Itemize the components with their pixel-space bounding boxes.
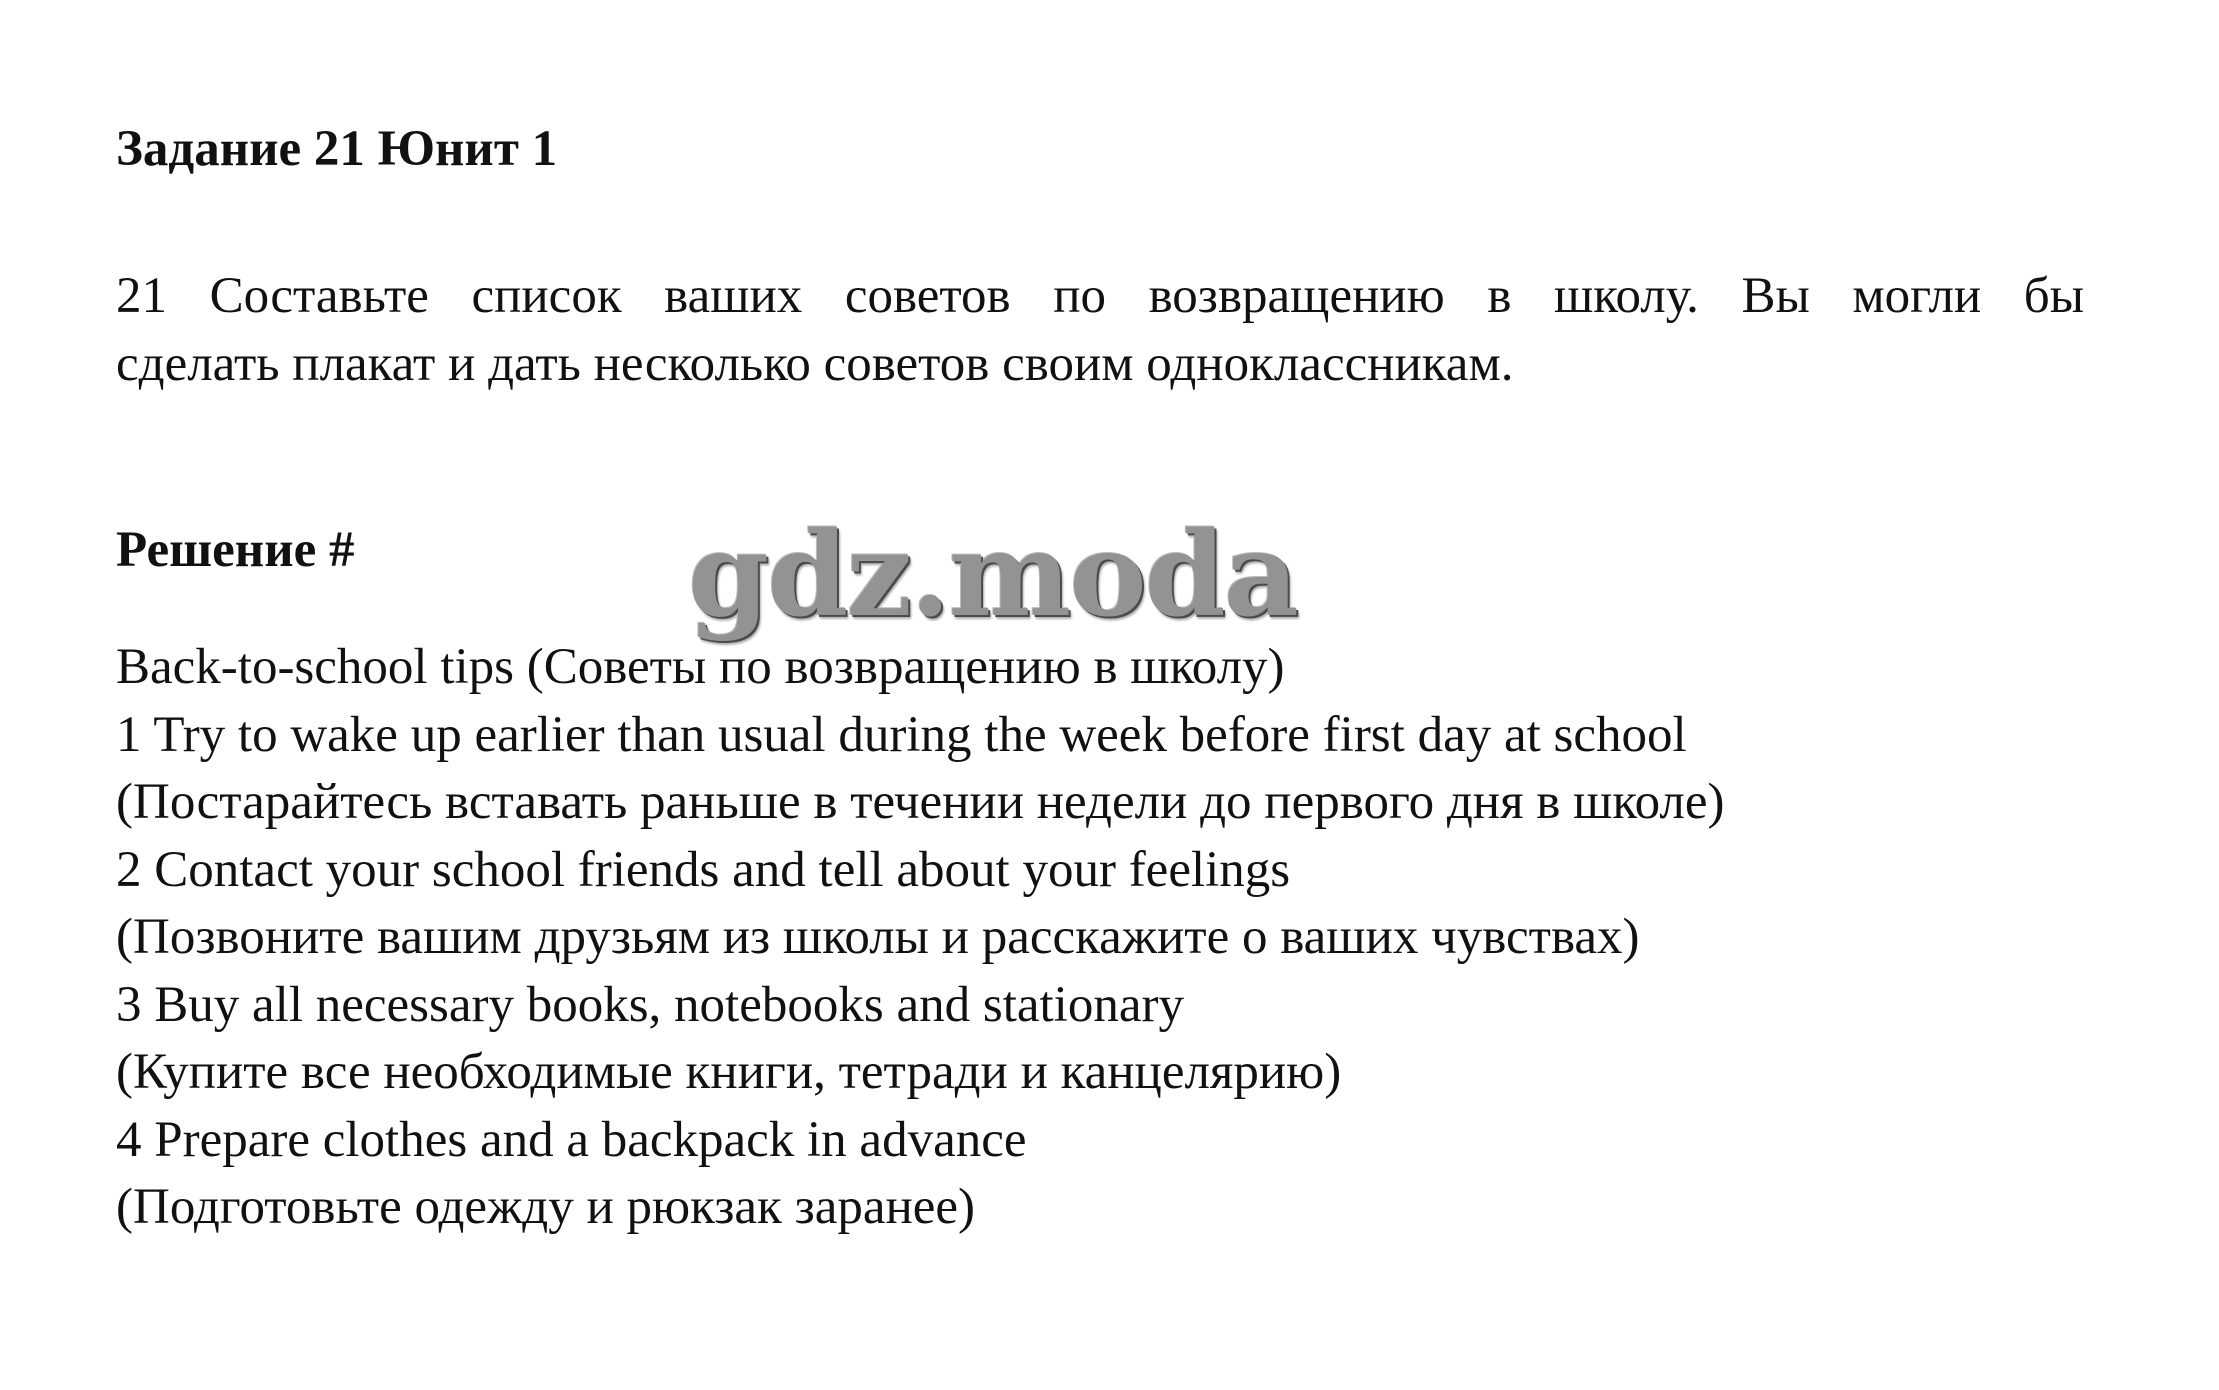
tip-english: 2 Contact your school friends and tell about your feelings	[116, 841, 1291, 898]
task-prompt-line: сделать плакат и дать несколько советов своим одноклассникам.	[116, 336, 1514, 392]
solution-text	[116, 634, 1725, 1242]
tip-english: 4 Prepare clothes and a backpack in advance	[116, 1111, 1027, 1168]
task-title: Задание 21 Юнит 1	[116, 121, 558, 177]
tip-russian: (Позвоните вашим друзьям из школы и расскажите о ваших чувствах)	[116, 909, 1640, 965]
watermark-logo: gdz.moda	[688, 507, 1297, 643]
tip-english: 1 Try to wake up earlier than usual during the week before first day at school	[116, 706, 1687, 763]
solution-title: Решение #	[116, 522, 355, 578]
task-prompt	[116, 262, 2084, 398]
task-prompt-line: 21 Составьте список ваших советов по возвращению в школу. Вы могли бы	[116, 268, 2084, 324]
tip-russian: (Постарайтесь вставать раньше в течении недели до первого дня в школе)	[116, 774, 1725, 830]
tips-heading: Back-to-school tips (Советы по возвращению в школу)	[116, 639, 1285, 695]
tip-russian: (Подготовьте одежду и рюкзак заранее)	[116, 1179, 976, 1235]
tip-english: 3 Buy all necessary books, notebooks and stationary	[116, 976, 1184, 1033]
tip-russian: (Купите все необходимые книги, тетради и канцелярию)	[116, 1044, 1342, 1100]
